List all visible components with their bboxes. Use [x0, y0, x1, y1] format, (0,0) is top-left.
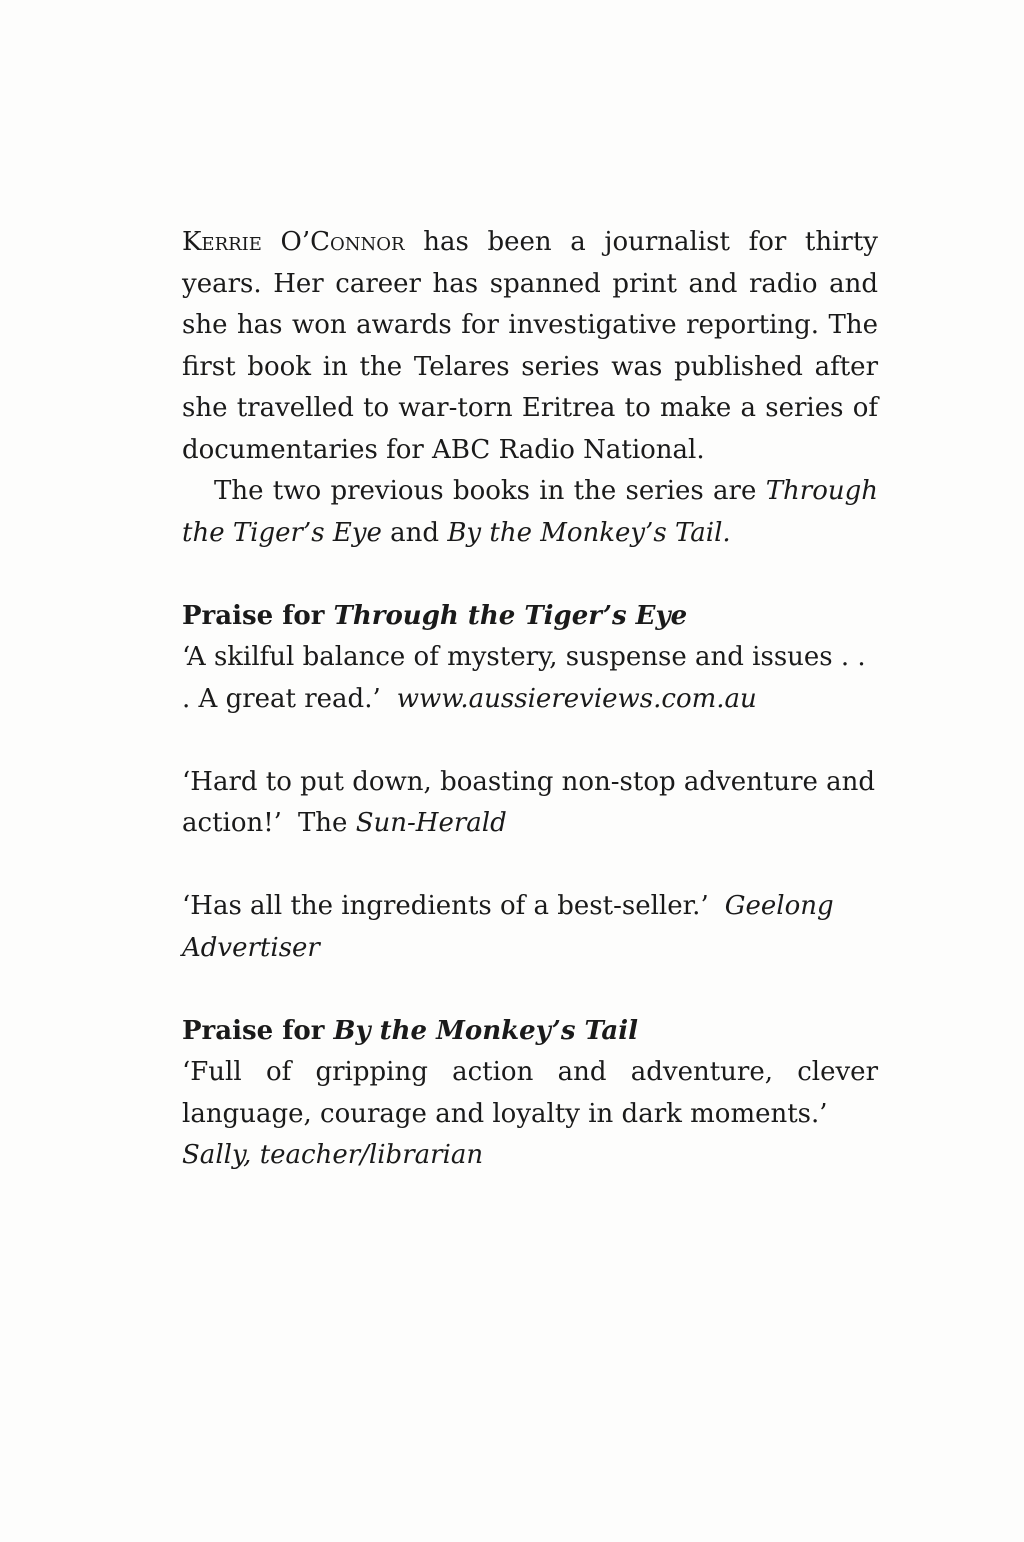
previous-books-joiner: and — [390, 517, 440, 548]
quote-source-prefix: The — [297, 808, 348, 838]
quote-text: ‘Hard to put down, boasting non-stop adventure and action!’ — [182, 766, 876, 838]
praise-heading — [182, 1011, 878, 1053]
book-title-2: By the Monkey’s Tail — [447, 517, 723, 548]
author-bio — [182, 222, 878, 471]
bio-text: has been a journalist for thirty years. Her career has spanned print and radio and she has won awards for investigative reporting. The first book in the Telares series was published after she travelled to war-torn Eritrea to make a series of documentaries for ABC Radio National. — [182, 227, 878, 465]
previous-books-intro: The two previous books in the series are — [214, 476, 757, 506]
praise-heading-prefix: Praise for — [182, 1015, 325, 1046]
review-quote — [182, 762, 878, 845]
quote-source: Geelong Advertiser — [182, 891, 834, 963]
review-quote — [182, 1052, 878, 1177]
quote-source: www.aussiereviews.com.au — [396, 683, 757, 714]
author-name: Kerrie O’Connor — [182, 227, 405, 257]
praise-section-monkeys-tail — [182, 1011, 878, 1177]
quote-source: Sally, teacher/librarian — [182, 1140, 484, 1170]
text-block — [182, 222, 878, 1177]
previous-books-end: . — [722, 517, 731, 548]
praise-section-tigers-eye — [182, 596, 878, 970]
book-title-1: Through the Tiger’s Eye — [182, 476, 878, 548]
praise-heading-prefix: Praise for — [182, 600, 325, 631]
review-quote — [182, 886, 878, 969]
quote-text: ‘A skilful balance of mystery, suspense and issues . . . A great read.’ — [182, 642, 866, 714]
quote-text: ‘Has all the ingredients of a best-seller.’ — [182, 891, 709, 921]
quote-text: ‘Full of gripping action and adventure, clever language, courage and loyalty in dark moments.’ — [182, 1057, 878, 1129]
previous-books — [182, 471, 878, 554]
praise-heading-title: By the Monkey’s Tail — [333, 1015, 638, 1046]
praise-heading-title: Through the Tiger’s Eye — [333, 600, 688, 631]
quote-source: Sun-Herald — [355, 808, 507, 838]
review-quote — [182, 637, 878, 720]
praise-heading — [182, 596, 878, 638]
